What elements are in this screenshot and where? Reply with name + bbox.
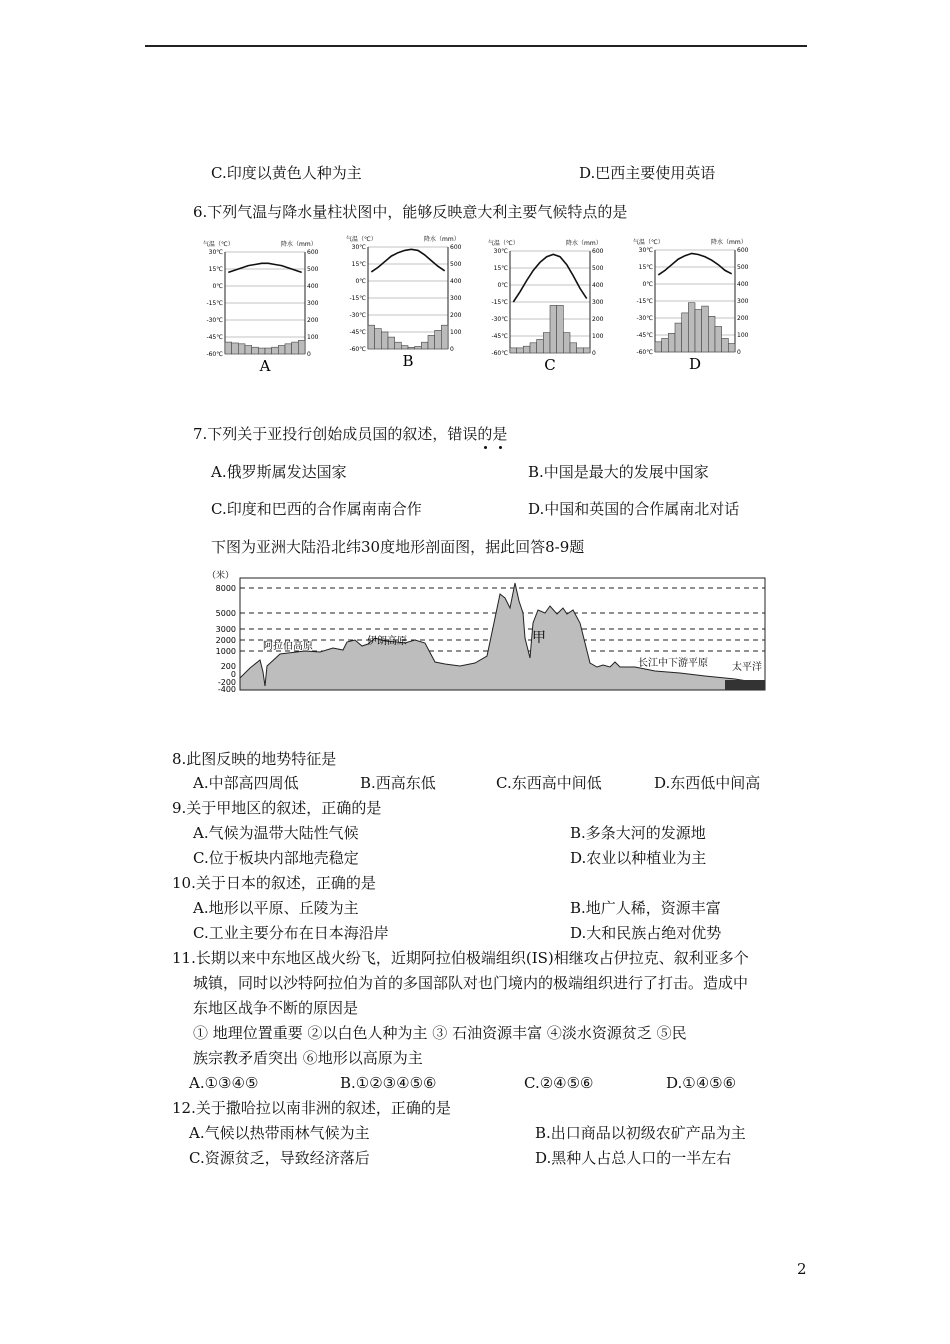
temp-tick: -45℃: [206, 334, 223, 341]
q10-option-a: A.地形以平原、丘陵为主: [193, 899, 359, 917]
precip-bar: [265, 348, 272, 354]
precip-tick: 500: [737, 264, 749, 271]
profile-tick: 5000: [215, 609, 236, 618]
precip-bar: [238, 344, 245, 354]
precip-tick: 100: [737, 332, 749, 339]
precip-bar: [530, 343, 537, 353]
precip-bar: [368, 325, 375, 349]
q11-line3: 东地区战争不断的原因是: [193, 999, 359, 1017]
climate-chart-a: [195, 238, 335, 378]
q8-option-d: D.东西低中间高: [654, 774, 761, 792]
temp-axis-label: 气温（℃）: [488, 240, 519, 247]
temp-tick: -30℃: [206, 317, 223, 324]
q9-stem: 9.关于甲地区的叙述，正确的是: [172, 799, 382, 817]
label-arabian-plateau: 阿拉伯高原: [263, 641, 313, 652]
q7-option-a: A.俄罗斯属发达国家: [211, 463, 347, 481]
precip-bar: [278, 346, 285, 355]
precip-tick: 600: [737, 247, 749, 254]
q7-option-d: D.中国和英国的合作属南北对话: [528, 500, 740, 518]
temp-axis-label: 气温（℃）: [633, 239, 664, 246]
profile-tick: 3000: [215, 625, 236, 634]
q12-option-a: A.气候以热带雨林气候为主: [189, 1124, 370, 1142]
q7-stem: 7.下列关于亚投行创始成员国的叙述，错误的是: [193, 425, 508, 443]
q11-line2: 城镇，同时以沙特阿拉伯为首的多国部队对也门境内的极端组织进行了打击。造成中: [193, 974, 749, 992]
label-jia: 甲: [532, 630, 546, 646]
q9-option-c: C.位于板块内部地壳稳定: [193, 849, 359, 867]
profile-tick: 1000: [215, 647, 236, 656]
q5-option-c: C.印度以黄色人种为主: [211, 164, 362, 182]
precip-tick: 0: [307, 351, 311, 358]
temp-tick: -45℃: [349, 329, 366, 336]
precip-bar: [395, 342, 402, 349]
profile-tick: 8000: [215, 584, 236, 593]
temp-tick: -15℃: [349, 295, 366, 302]
label-iran-plateau: 伊朗高原: [367, 636, 407, 647]
precip-tick: 500: [450, 261, 462, 268]
precip-bar: [523, 346, 530, 353]
temp-curve: [371, 249, 444, 272]
precip-bar: [510, 348, 517, 353]
precip-bar: [252, 347, 259, 354]
precip-bar: [583, 348, 590, 353]
temp-tick: -30℃: [491, 316, 508, 323]
page-number: 2: [797, 1260, 807, 1278]
precip-tick: 300: [450, 295, 462, 302]
chart-letter-label: C: [544, 356, 556, 374]
precip-tick: 200: [307, 317, 319, 324]
chart-letter-label: B: [402, 352, 414, 370]
temp-curve: [228, 263, 301, 272]
precip-tick: 400: [737, 281, 749, 288]
precip-bar: [543, 333, 550, 353]
q9-option-a: A.气候为温带大陆性气候: [193, 824, 359, 842]
q8-option-a: A.中部高四周低: [193, 774, 299, 792]
q5-option-d: D.巴西主要使用英语: [579, 164, 716, 182]
precip-bar: [688, 303, 695, 352]
temp-tick: 0℃: [355, 278, 366, 285]
precip-axis-label: 降水（mm）: [424, 236, 460, 243]
q10-option-b: B.地广人稀，资源丰富: [570, 899, 721, 917]
precip-bar: [563, 333, 570, 353]
precip-tick: 600: [307, 249, 319, 256]
temp-tick: -15℃: [206, 300, 223, 307]
precip-bar: [668, 333, 675, 352]
precip-bar: [298, 340, 305, 354]
precip-tick: 300: [307, 300, 319, 307]
precip-bar: [258, 348, 265, 354]
temp-axis-label: 气温（℃）: [346, 236, 377, 243]
precip-bar: [232, 343, 239, 354]
temp-tick: -60℃: [206, 351, 223, 358]
temp-tick: 15℃: [493, 265, 508, 272]
temp-axis-label: 气温（℃）: [203, 241, 234, 248]
q9-option-b: B.多条大河的发源地: [570, 824, 706, 842]
precip-tick: 300: [592, 299, 604, 306]
profile-tick: -400: [217, 685, 236, 694]
precip-bar: [537, 339, 544, 353]
temp-tick: 0℃: [497, 282, 508, 289]
precip-bar: [708, 316, 715, 352]
q6-stem: 6.下列气温与降水量柱状图中，能够反映意大利主要气候特点的是: [193, 203, 628, 221]
precip-bar: [245, 346, 252, 355]
temp-tick: -15℃: [491, 299, 508, 306]
climate-chart-c: [480, 237, 620, 382]
precip-bar: [557, 305, 564, 353]
precip-tick: 0: [592, 350, 596, 357]
precip-bar: [550, 305, 557, 353]
q11-line4: ① 地理位置重要 ②以白色人种为主 ③ 石油资源丰富 ④淡水资源贫乏 ⑤民: [193, 1024, 687, 1042]
q10-option-d: D.大和民族占绝对优势: [570, 924, 722, 942]
precip-bar: [577, 348, 584, 353]
precip-bar: [675, 323, 682, 352]
precip-tick: 400: [307, 283, 319, 290]
temp-tick: 0℃: [212, 283, 223, 290]
chart-letter-label: D: [688, 355, 702, 373]
precip-bar: [695, 310, 702, 353]
precip-tick: 0: [450, 346, 454, 353]
precip-bar: [722, 338, 729, 352]
profile-unit: （米）: [207, 571, 235, 581]
precip-axis-label: 降水（mm）: [711, 239, 747, 246]
q7-option-c: C.印度和巴西的合作属南南合作: [211, 500, 422, 518]
precip-tick: 500: [592, 265, 604, 272]
precip-bar: [655, 342, 662, 352]
climate-chart-d: [625, 236, 765, 376]
q8-stem: 8.此图反映的地势特征是: [172, 750, 337, 768]
precip-bar: [421, 342, 428, 349]
q12-option-d: D.黑种人占总人口的一半左右: [535, 1149, 732, 1167]
precip-bar: [715, 327, 722, 353]
intro-8-9: 下图为亚洲大陆沿北纬30度地形剖面图，据此回答8-9题: [211, 538, 585, 556]
temp-tick: 15℃: [208, 266, 223, 273]
chart-letter-label: A: [259, 357, 271, 375]
precip-tick: 200: [737, 315, 749, 322]
emphasis-dot: [499, 446, 502, 449]
precip-bar: [388, 337, 395, 349]
precip-tick: 200: [450, 312, 462, 319]
temp-tick: 30℃: [638, 247, 653, 254]
temp-tick: -45℃: [491, 333, 508, 340]
precip-tick: 400: [450, 278, 462, 285]
temp-tick: -60℃: [636, 349, 653, 356]
q7-option-b: B.中国是最大的发展中国家: [528, 463, 709, 481]
precip-tick: 600: [592, 248, 604, 255]
q11-option-a: A.①③④⑤: [189, 1074, 259, 1092]
temp-tick: 15℃: [638, 264, 653, 271]
precip-bar: [292, 342, 299, 354]
precip-bar: [435, 330, 442, 349]
q11-option-d: D.①④⑤⑥: [666, 1074, 737, 1092]
precip-tick: 300: [737, 298, 749, 305]
precip-axis-label: 降水（mm）: [281, 241, 317, 248]
precip-bar: [225, 342, 232, 354]
temp-tick: -60℃: [349, 346, 366, 353]
temp-tick: -15℃: [636, 298, 653, 305]
precip-bar: [408, 347, 415, 349]
temp-tick: 0℃: [642, 281, 653, 288]
q8-option-b: B.西高东低: [360, 774, 436, 792]
q8-option-c: C.东西高中间低: [496, 774, 602, 792]
label-yangtze-plain: 长江中下游平原: [638, 658, 708, 669]
precip-bar: [375, 329, 382, 349]
temp-tick: -30℃: [636, 315, 653, 322]
precip-bar: [285, 344, 292, 354]
precip-tick: 0: [737, 349, 741, 356]
precip-bar: [662, 338, 669, 352]
precip-bar: [702, 306, 709, 352]
precip-tick: 100: [592, 333, 604, 340]
precip-bar: [728, 344, 735, 353]
temp-tick: 30℃: [351, 244, 366, 251]
precip-bar: [441, 325, 448, 349]
profile-tick: -200: [217, 678, 236, 687]
label-pacific: 太平洋: [732, 662, 762, 673]
temp-curve: [513, 254, 586, 302]
q11-line1: 11.长期以来中东地区战火纷飞，近期阿拉伯极端组织(IS)相继攻占伊拉克、叙利亚多个: [172, 949, 749, 967]
q11-option-c: C.②④⑤⑥: [524, 1074, 594, 1092]
precip-bar: [415, 346, 422, 349]
precip-bar: [401, 346, 408, 349]
precip-tick: 500: [307, 266, 319, 273]
temp-tick: 30℃: [208, 249, 223, 256]
q10-stem: 10.关于日本的叙述，正确的是: [172, 874, 376, 892]
precip-tick: 100: [450, 329, 462, 336]
temp-tick: 15℃: [351, 261, 366, 268]
temp-curve: [658, 253, 731, 275]
header-rule: [145, 45, 807, 47]
q12-option-c: C.资源贫乏，导致经济落后: [189, 1149, 370, 1167]
precip-bar: [517, 348, 524, 353]
temp-tick: -60℃: [491, 350, 508, 357]
q12-stem: 12.关于撒哈拉以南非洲的叙述，正确的是: [172, 1099, 451, 1117]
pacific-trench: [725, 680, 765, 690]
q11-option-b: B.①②③④⑤⑥: [340, 1074, 437, 1092]
precip-bar: [381, 332, 388, 349]
profile-tick: 200: [220, 662, 236, 671]
temp-tick: -45℃: [636, 332, 653, 339]
temp-tick: 30℃: [493, 248, 508, 255]
precip-bar: [682, 313, 689, 352]
profile-tick: 0: [230, 670, 236, 679]
precip-bar: [428, 335, 435, 349]
profile-tick: 2000: [215, 636, 236, 645]
precip-tick: 100: [307, 334, 319, 341]
q12-option-b: B.出口商品以初级农矿产品为主: [535, 1124, 746, 1142]
terrain-profile: [205, 568, 770, 696]
precip-bar: [272, 347, 279, 354]
precip-bar: [570, 343, 577, 353]
temp-tick: -30℃: [349, 312, 366, 319]
precip-axis-label: 降水（mm）: [566, 240, 602, 247]
precip-tick: 200: [592, 316, 604, 323]
climate-chart-b: [338, 233, 478, 378]
precip-tick: 400: [592, 282, 604, 289]
emphasis-dot: [484, 446, 487, 449]
q9-option-d: D.农业以种植业为主: [570, 849, 707, 867]
q10-option-c: C.工业主要分布在日本海沿岸: [193, 924, 389, 942]
q11-line5: 族宗教矛盾突出 ⑥地形以高原为主: [193, 1049, 423, 1067]
precip-tick: 600: [450, 244, 462, 251]
